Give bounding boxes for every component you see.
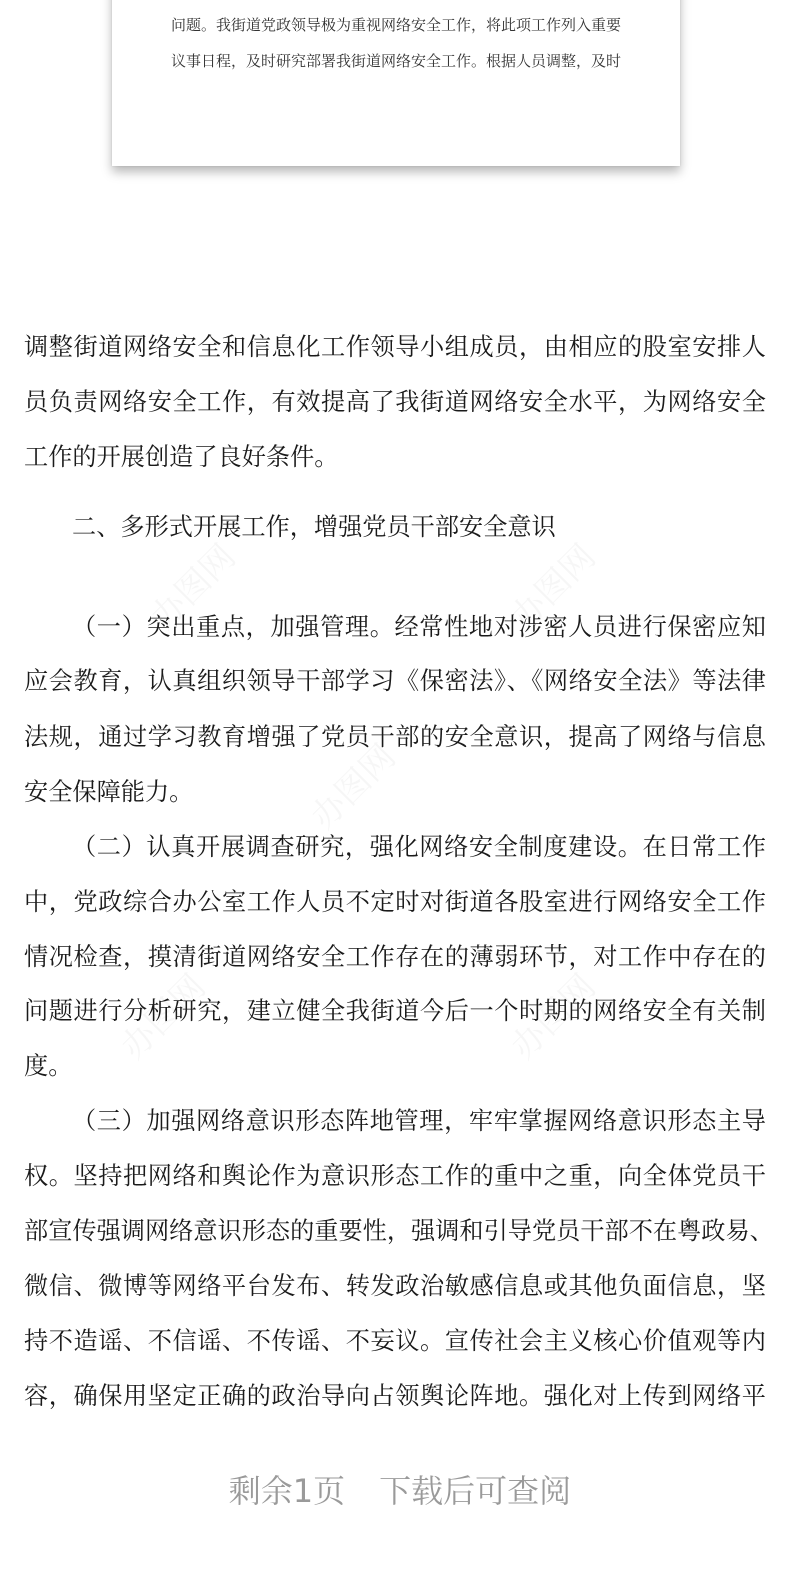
paragraph-line: 容，确保用坚定正确的政治导向占领舆论阵地。强化对上传到网络平 bbox=[24, 1382, 766, 1410]
paragraph-line: 权。坚持把网络和舆论作为意识形态工作的重中之重，向全体党员干 bbox=[24, 1162, 766, 1190]
preview-text-line: 问题。我街道党政领导极为重视网络安全工作，将此项工作列入重要 bbox=[170, 16, 621, 34]
paragraph-line: 情况检查，摸清街道网络安全工作存在的薄弱环节，对工作中存在的 bbox=[24, 943, 766, 971]
paragraph-line: 中，党政综合办公室工作人员不定时对街道各股室进行网络安全工作 bbox=[24, 888, 766, 916]
download-to-view-hint: 下载后可查阅 bbox=[379, 1472, 572, 1510]
remaining-pages-banner[interactable] bbox=[0, 1466, 800, 1512]
paragraph-line: 员负责网络安全工作，有效提高了我街道网络安全水平，为网络安全 bbox=[24, 388, 766, 416]
paragraph-line: 调整街道网络安全和信息化工作领导小组成员，由相应的股室安排人 bbox=[24, 333, 766, 361]
paragraph-line: 法规，通过学习教育增强了党员干部的安全意识，提高了网络与信息 bbox=[24, 723, 766, 751]
paragraph-line: 微信、微博等网络平台发布、转发政治敏感信息或其他负面信息，坚 bbox=[24, 1272, 766, 1300]
paragraph-line: 应会教育，认真组织领导干部学习《保密法》、《网络安全法》等法律 bbox=[24, 667, 766, 695]
remaining-pages-count: 剩余1页 bbox=[228, 1472, 346, 1510]
section-heading: 二、多形式开展工作，增强党员干部安全意识 bbox=[72, 513, 556, 541]
paragraph-line: 安全保障能力。 bbox=[24, 778, 194, 806]
paragraph-line: （二）认真开展调查研究，强化网络安全制度建设。在日常工作 bbox=[72, 833, 766, 861]
paragraph-line: 工作的开展创造了良好条件。 bbox=[24, 443, 339, 471]
paragraph-line: 问题进行分析研究，建立健全我街道今后一个时期的网络安全有关制 bbox=[24, 997, 766, 1025]
paragraph-line: 度。 bbox=[24, 1052, 73, 1080]
paragraph-line: （三）加强网络意识形态阵地管理，牢牢掌握网络意识形态主导 bbox=[72, 1107, 766, 1135]
paragraph-line: 持不造谣、不信谣、不传谣、不妄议。宣传社会主义核心价值观等内 bbox=[24, 1327, 766, 1355]
paragraph-line: （一）突出重点，加强管理。经常性地对涉密人员进行保密应知 bbox=[72, 613, 766, 641]
preview-page-card bbox=[112, 0, 680, 166]
paragraph-line: 部宣传强调网络意识形态的重要性，强调和引导党员干部不在粤政易、 bbox=[24, 1217, 774, 1245]
preview-text-line: 议事日程，及时研究部署我街道网络安全工作。根据人员调整，及时 bbox=[170, 52, 621, 70]
